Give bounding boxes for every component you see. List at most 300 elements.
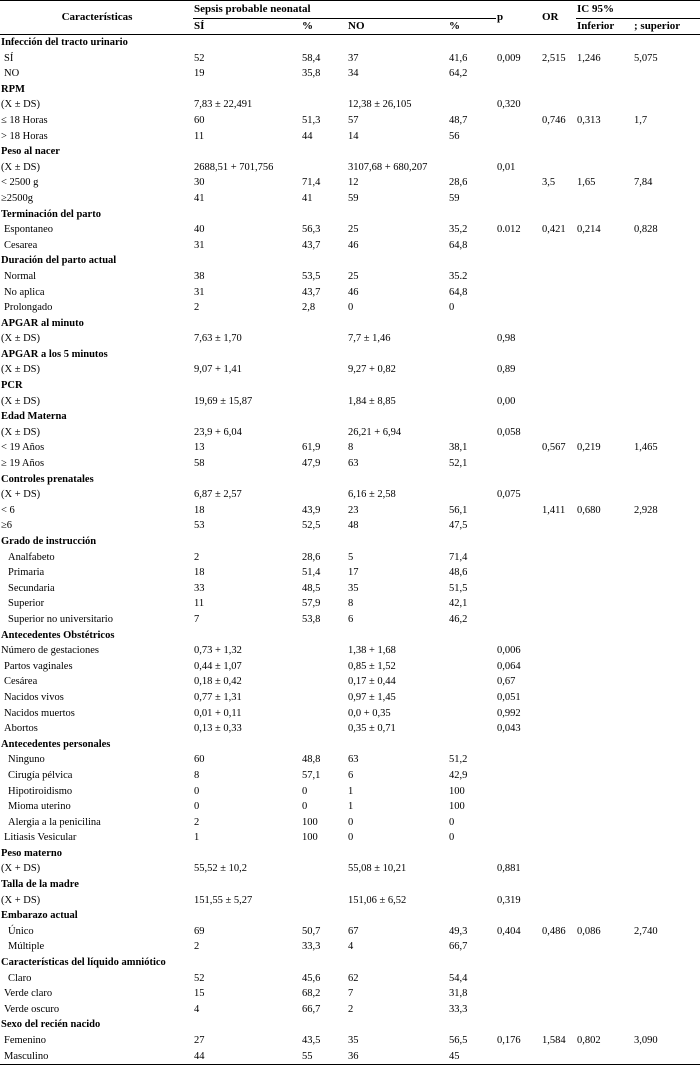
p-value xyxy=(496,175,541,191)
section-title: Peso materno xyxy=(1,847,62,859)
ci-upper: 0,828 xyxy=(634,224,658,236)
sepsis-no-pct: 48,7 xyxy=(449,114,468,126)
table-row xyxy=(0,721,700,737)
ci-lower xyxy=(576,596,633,612)
sepsis-no-value: 34 xyxy=(348,68,359,80)
header-yes: SÍ xyxy=(193,19,301,35)
table-row xyxy=(0,456,700,472)
ci-upper xyxy=(633,191,700,207)
row-label: < 19 Años xyxy=(1,442,45,454)
table-row xyxy=(0,331,700,347)
ci-lower xyxy=(576,518,633,534)
p-value: 0,064 xyxy=(497,660,521,672)
odds-ratio xyxy=(541,487,576,503)
table-row xyxy=(0,425,700,441)
odds-ratio xyxy=(541,752,576,768)
table-row xyxy=(0,643,700,659)
sepsis-yes-value: 0,44 ± 1,07 xyxy=(194,660,242,672)
ci-lower xyxy=(576,550,633,566)
ci-upper xyxy=(633,238,700,254)
odds-ratio xyxy=(541,269,576,285)
ci-upper xyxy=(633,939,700,955)
p-value: 0,992 xyxy=(497,707,521,719)
sepsis-yes-pct: 52,5 xyxy=(302,520,321,532)
odds-ratio xyxy=(541,659,576,675)
sepsis-no-value: 26,21 + 6,94 xyxy=(348,426,402,438)
ci-upper xyxy=(633,1049,700,1065)
table-row xyxy=(0,503,700,519)
p-value: 0,176 xyxy=(497,1035,521,1046)
row-label: Mioma uterino xyxy=(8,801,71,813)
odds-ratio xyxy=(541,643,576,659)
p-value: 0,320 xyxy=(497,99,521,111)
row-label: SÍ xyxy=(4,52,14,64)
sepsis-no-pct: 42,1 xyxy=(449,598,468,610)
ci-lower xyxy=(576,160,633,176)
ci-upper xyxy=(633,768,700,784)
header-characteristics: Características xyxy=(0,1,193,35)
sepsis-no-value: 7 xyxy=(348,988,354,1000)
odds-ratio xyxy=(541,1002,576,1018)
section-title: Antecedentes personales xyxy=(1,738,111,750)
section-title: Controles prenatales xyxy=(1,473,94,485)
table-row xyxy=(0,752,700,768)
section-header-row xyxy=(0,955,700,971)
sepsis-yes-pct: 43,9 xyxy=(302,504,321,516)
sepsis-no-pct: 51,5 xyxy=(449,582,468,594)
row-label: (X ± DS) xyxy=(1,333,41,345)
section-header-row xyxy=(0,378,700,394)
sepsis-yes-value: 2 xyxy=(194,816,200,828)
ci-lower xyxy=(576,659,633,675)
section-header-row xyxy=(0,207,700,223)
ci-lower xyxy=(576,269,633,285)
section-title: Edad Materna xyxy=(1,411,67,423)
sepsis-no-value: 23 xyxy=(348,504,359,516)
table-row xyxy=(0,861,700,877)
section-header-row xyxy=(0,846,700,862)
p-value xyxy=(496,752,541,768)
sepsis-yes-value: 19,69 ± 15,87 xyxy=(194,395,253,407)
row-label: Único xyxy=(8,925,34,937)
sepsis-no-value: 63 xyxy=(348,458,359,470)
sepsis-yes-value: 15 xyxy=(194,988,205,1000)
odds-ratio: 2,515 xyxy=(542,52,566,64)
odds-ratio xyxy=(541,986,576,1002)
odds-ratio xyxy=(541,893,576,909)
sepsis-yes-pct: 58,4 xyxy=(302,52,321,64)
section-header-row xyxy=(0,737,700,753)
sepsis-yes-value: 8 xyxy=(194,769,200,781)
table-row xyxy=(0,674,700,690)
sepsis-no-pct xyxy=(448,487,496,503)
odds-ratio xyxy=(541,612,576,628)
odds-ratio xyxy=(541,300,576,316)
sepsis-yes-pct: 28,6 xyxy=(302,551,321,563)
sepsis-no-pct xyxy=(448,394,496,410)
section-header-row xyxy=(0,628,700,644)
odds-ratio xyxy=(541,1049,576,1065)
odds-ratio: 0,421 xyxy=(542,224,566,236)
ci-upper: 2,928 xyxy=(634,504,658,516)
row-label: Litiasis Vesicular xyxy=(4,832,77,844)
sepsis-no-pct: 28,6 xyxy=(449,177,468,189)
odds-ratio xyxy=(541,66,576,82)
sepsis-no-value: 67 xyxy=(348,925,359,937)
sepsis-yes-pct: 48,5 xyxy=(302,582,321,594)
row-label: (X ± DS) xyxy=(1,395,41,407)
ci-lower xyxy=(576,721,633,737)
sepsis-yes-value: 0,18 ± 0,42 xyxy=(194,676,242,688)
odds-ratio xyxy=(541,674,576,690)
row-label: NO xyxy=(4,68,20,80)
table-row xyxy=(0,51,700,67)
sepsis-no-pct: 49,3 xyxy=(449,925,468,937)
ci-upper xyxy=(633,518,700,534)
p-value xyxy=(496,986,541,1002)
p-value xyxy=(496,971,541,987)
row-label: > 18 Horas xyxy=(1,130,48,142)
sepsis-no-value: 0,97 ± 1,45 xyxy=(348,691,396,703)
header-ci: IC 95% xyxy=(576,1,700,19)
ci-upper xyxy=(633,456,700,472)
sepsis-yes-pct xyxy=(301,721,347,737)
ci-upper xyxy=(633,596,700,612)
ci-lower xyxy=(576,456,633,472)
ci-upper xyxy=(633,799,700,815)
ci-lower xyxy=(576,893,633,909)
sepsis-no-pct xyxy=(448,97,496,113)
p-value: 0,058 xyxy=(497,426,521,438)
sepsis-no-value: 0 xyxy=(348,816,354,828)
sepsis-yes-value: 55,52 ± 10,2 xyxy=(194,863,248,875)
sepsis-yes-pct xyxy=(301,160,347,176)
ci-upper xyxy=(633,487,700,503)
odds-ratio xyxy=(541,191,576,207)
sepsis-yes-value: 38 xyxy=(194,270,205,282)
sepsis-yes-pct xyxy=(301,97,347,113)
sepsis-no-value: 151,06 ± 6,52 xyxy=(348,894,407,906)
sepsis-no-value: 48 xyxy=(348,520,359,532)
sepsis-no-pct xyxy=(448,425,496,441)
sepsis-no-value: 8 xyxy=(348,598,354,610)
row-label: Número de gestaciones xyxy=(1,645,99,657)
table-row xyxy=(0,222,700,238)
sepsis-no-pct: 45 xyxy=(449,1050,460,1062)
row-label: Cesarea xyxy=(4,239,38,251)
sepsis-yes-pct: 43,5 xyxy=(302,1035,321,1046)
sepsis-no-pct: 64,2 xyxy=(449,68,468,80)
sepsis-no-pct: 51,2 xyxy=(449,754,468,766)
sepsis-no-value: 59 xyxy=(348,192,359,204)
row-label: Verde claro xyxy=(4,988,53,1000)
sepsis-no-value: 7,7 ± 1,46 xyxy=(348,333,391,345)
ci-lower: 0,086 xyxy=(577,925,601,937)
ci-upper xyxy=(633,706,700,722)
ci-lower xyxy=(576,487,633,503)
ci-lower xyxy=(576,362,633,378)
section-title: Embarazo actual xyxy=(1,910,78,922)
table-row xyxy=(0,893,700,909)
ci-lower xyxy=(576,1049,633,1065)
ci-upper xyxy=(633,129,700,145)
sepsis-no-value: 3107,68 + 680,207 xyxy=(348,161,428,173)
section-title: Peso al nacer xyxy=(1,146,60,158)
table-row xyxy=(0,160,700,176)
ci-upper xyxy=(633,893,700,909)
header-ci-upper: ; superior xyxy=(633,19,700,35)
sepsis-no-pct xyxy=(448,160,496,176)
ci-lower xyxy=(576,971,633,987)
sepsis-yes-pct xyxy=(301,659,347,675)
ci-upper xyxy=(633,784,700,800)
table-row xyxy=(0,768,700,784)
row-label: (X ± DS) xyxy=(1,99,41,111)
sepsis-yes-pct: 53,5 xyxy=(302,270,321,282)
row-label: Partos vaginales xyxy=(4,660,73,672)
odds-ratio xyxy=(541,425,576,441)
p-value: 0,881 xyxy=(497,863,521,875)
sepsis-yes-value: 7 xyxy=(194,613,200,625)
sepsis-no-pct: 47,5 xyxy=(449,520,468,532)
table-row xyxy=(0,815,700,831)
row-label: Primaria xyxy=(8,567,45,579)
p-value xyxy=(496,939,541,955)
sepsis-yes-value: 0,77 ± 1,31 xyxy=(194,691,242,703)
sepsis-no-value: 35 xyxy=(348,1035,359,1046)
sepsis-no-pct xyxy=(448,893,496,909)
table-row xyxy=(0,362,700,378)
ci-upper xyxy=(633,643,700,659)
sepsis-yes-value: 19 xyxy=(194,68,205,80)
p-value xyxy=(496,799,541,815)
ci-lower xyxy=(576,830,633,846)
sepsis-no-pct xyxy=(448,643,496,659)
sepsis-no-value: 0,17 ± 0,44 xyxy=(348,676,396,688)
ci-upper xyxy=(633,721,700,737)
row-label: No aplica xyxy=(4,286,45,298)
sepsis-yes-pct: 68,2 xyxy=(302,988,321,1000)
ci-upper xyxy=(633,830,700,846)
sepsis-yes-value: 60 xyxy=(194,114,205,126)
row-label: ≥6 xyxy=(1,520,13,532)
section-title: PCR xyxy=(1,380,23,392)
section-header-row xyxy=(0,253,700,269)
sepsis-yes-value: 2688,51 + 701,756 xyxy=(194,161,274,173)
ci-upper xyxy=(633,331,700,347)
sepsis-yes-pct: 44 xyxy=(302,130,313,142)
p-value xyxy=(496,440,541,456)
odds-ratio xyxy=(541,518,576,534)
odds-ratio xyxy=(541,331,576,347)
sepsis-yes-value: 18 xyxy=(194,504,205,516)
sepsis-yes-value: 11 xyxy=(194,130,205,142)
sepsis-yes-value: 9,07 + 1,41 xyxy=(194,364,242,376)
ci-lower xyxy=(576,768,633,784)
sepsis-yes-pct xyxy=(301,362,347,378)
sepsis-yes-pct: 0 xyxy=(302,801,308,813)
ci-upper: 3,090 xyxy=(634,1035,658,1046)
p-value: 0.012 xyxy=(497,224,521,236)
sepsis-yes-value: 52 xyxy=(194,972,205,984)
sepsis-yes-value: 33 xyxy=(194,582,205,594)
p-value: 0,075 xyxy=(497,489,521,501)
sepsis-yes-pct xyxy=(301,394,347,410)
ci-upper: 1,465 xyxy=(634,442,658,454)
sepsis-no-value: 1 xyxy=(348,801,354,813)
odds-ratio: 0,486 xyxy=(542,925,566,937)
sepsis-no-value: 6 xyxy=(348,613,354,625)
sepsis-no-pct: 59 xyxy=(449,192,460,204)
sepsis-yes-pct: 51,4 xyxy=(302,567,321,579)
sepsis-yes-pct: 35,8 xyxy=(302,68,321,80)
sepsis-no-pct: 100 xyxy=(449,801,465,813)
sepsis-yes-pct: 41 xyxy=(302,192,313,204)
sepsis-yes-value: 52 xyxy=(194,52,205,64)
sepsis-yes-value: 151,55 ± 5,27 xyxy=(194,894,253,906)
sepsis-no-value: 8 xyxy=(348,442,354,454)
ci-lower xyxy=(576,861,633,877)
odds-ratio xyxy=(541,596,576,612)
ci-lower xyxy=(576,331,633,347)
section-header-row xyxy=(0,1017,700,1033)
row-label: Verde oscuro xyxy=(4,1003,60,1015)
row-label: Femenino xyxy=(4,1035,46,1046)
ci-lower xyxy=(576,581,633,597)
sepsis-no-value: 35 xyxy=(348,582,359,594)
sepsis-yes-pct xyxy=(301,331,347,347)
table-row xyxy=(0,394,700,410)
sepsis-no-pct: 0 xyxy=(449,302,455,314)
sepsis-yes-pct: 0 xyxy=(302,785,308,797)
odds-ratio xyxy=(541,362,576,378)
ci-lower xyxy=(576,191,633,207)
table-row xyxy=(0,97,700,113)
p-value xyxy=(496,768,541,784)
ci-lower: 1,246 xyxy=(577,52,601,64)
ci-lower xyxy=(576,394,633,410)
odds-ratio: 0,746 xyxy=(542,114,566,126)
sepsis-no-pct: 54,4 xyxy=(449,972,468,984)
sepsis-yes-value: 2 xyxy=(194,941,200,953)
section-title: Duración del parto actual xyxy=(1,255,117,267)
p-value xyxy=(496,503,541,519)
odds-ratio: 0,567 xyxy=(542,442,566,454)
sepsis-yes-value: 1 xyxy=(194,832,200,844)
sepsis-yes-value: 58 xyxy=(194,458,205,470)
section-title: Talla de la madre xyxy=(1,879,79,891)
sepsis-no-value: 46 xyxy=(348,239,359,251)
section-title: Características del líquido amniótico xyxy=(1,957,166,969)
p-value xyxy=(496,113,541,129)
p-value: 0,404 xyxy=(497,925,521,937)
sepsis-yes-value: 6,87 ± 2,57 xyxy=(194,489,242,501)
ci-lower xyxy=(576,129,633,145)
section-header-row xyxy=(0,35,700,51)
sepsis-yes-pct: 53,8 xyxy=(302,613,321,625)
odds-ratio xyxy=(541,129,576,145)
sepsis-no-value: 17 xyxy=(348,567,359,579)
table-body xyxy=(0,35,700,1065)
row-label: Superior no universitario xyxy=(8,613,113,625)
table-row xyxy=(0,971,700,987)
table-row xyxy=(0,238,700,254)
p-value: 0,01 xyxy=(497,161,516,173)
odds-ratio xyxy=(541,238,576,254)
sepsis-no-pct xyxy=(448,674,496,690)
section-header-row xyxy=(0,908,700,924)
odds-ratio xyxy=(541,550,576,566)
ci-upper xyxy=(633,300,700,316)
ci-lower xyxy=(576,784,633,800)
ci-upper xyxy=(633,285,700,301)
sepsis-no-value: 9,27 + 0,82 xyxy=(348,364,396,376)
row-label: < 2500 g xyxy=(1,177,39,189)
ci-lower xyxy=(576,612,633,628)
ci-lower xyxy=(576,752,633,768)
table-row xyxy=(0,1033,700,1049)
sepsis-no-pct: 38,1 xyxy=(449,442,468,454)
sepsis-no-value: 14 xyxy=(348,130,359,142)
p-value xyxy=(496,285,541,301)
sepsis-no-value: 5 xyxy=(348,551,354,563)
p-value xyxy=(496,129,541,145)
sepsis-no-value: 6 xyxy=(348,769,354,781)
row-label: Nacidos muertos xyxy=(4,707,75,719)
table-row xyxy=(0,269,700,285)
sepsis-yes-value: 31 xyxy=(194,239,205,251)
row-label: Espontaneo xyxy=(4,224,53,236)
ci-lower xyxy=(576,939,633,955)
ci-lower: 0,802 xyxy=(577,1035,601,1046)
table-row xyxy=(0,1002,700,1018)
sepsis-yes-pct xyxy=(301,425,347,441)
table-row xyxy=(0,799,700,815)
header-or: OR xyxy=(541,1,576,35)
section-header-row xyxy=(0,144,700,160)
row-label: Analfabeto xyxy=(8,551,55,563)
odds-ratio: 1,411 xyxy=(542,504,566,516)
ci-upper xyxy=(633,690,700,706)
ci-upper xyxy=(633,986,700,1002)
sepsis-yes-pct xyxy=(301,706,347,722)
odds-ratio xyxy=(541,97,576,113)
sepsis-no-value: 0 xyxy=(348,302,354,314)
sepsis-yes-value: 2 xyxy=(194,551,200,563)
row-label: ≥ 19 Años xyxy=(1,458,45,470)
p-value xyxy=(496,815,541,831)
p-value: 0,009 xyxy=(497,52,521,64)
sepsis-no-value: 6,16 ± 2,58 xyxy=(348,489,396,501)
sepsis-yes-pct: 43,7 xyxy=(302,239,321,251)
sepsis-yes-pct: 61,9 xyxy=(302,442,321,454)
row-label: < 6 xyxy=(1,504,15,516)
sepsis-no-pct xyxy=(448,690,496,706)
row-label: Superior xyxy=(8,598,45,610)
sepsis-no-value: 1,38 + 1,68 xyxy=(348,645,396,657)
sepsis-no-value: 25 xyxy=(348,270,359,282)
sepsis-no-pct: 66,7 xyxy=(449,941,468,953)
sepsis-no-value: 0,35 ± 0,71 xyxy=(348,723,396,735)
ci-upper xyxy=(633,550,700,566)
p-value xyxy=(496,1002,541,1018)
section-header-row xyxy=(0,316,700,332)
sepsis-no-value: 63 xyxy=(348,754,359,766)
sepsis-yes-pct xyxy=(301,690,347,706)
header-yes-pct: % xyxy=(301,19,347,35)
header-ci-lower: Inferior xyxy=(576,19,633,35)
ci-lower xyxy=(576,799,633,815)
